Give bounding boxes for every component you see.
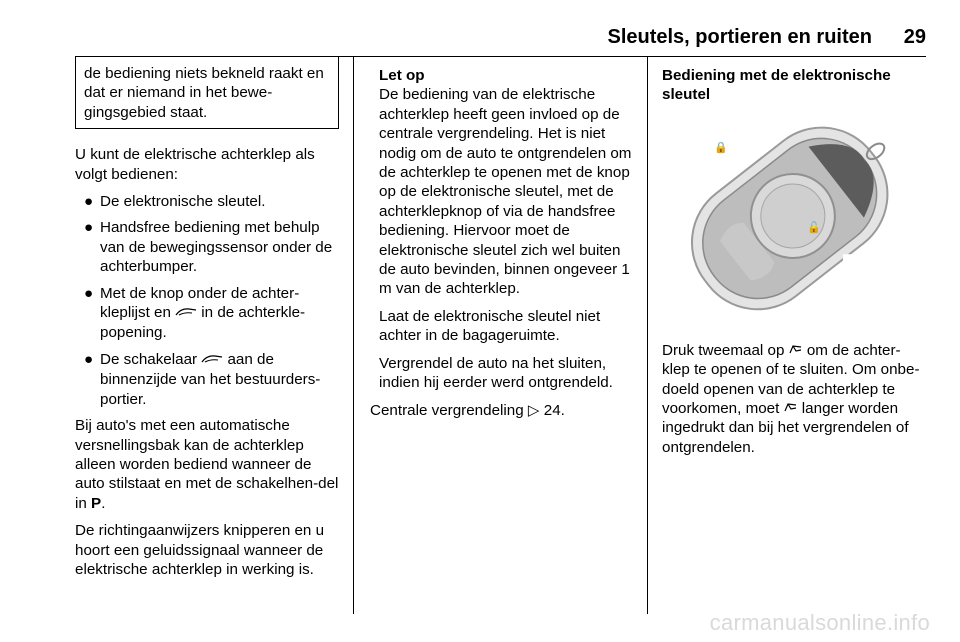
tailgate-button-icon: ⛟	[842, 251, 859, 267]
signal-text: De richtingaanwijzers knipperen en u hoort een geluidssignaal wanneer de elektrische achterklep in werking is.	[75, 522, 325, 578]
tailgate-icon	[175, 306, 201, 321]
bullet-list	[75, 192, 339, 409]
list-item	[75, 192, 339, 211]
list-item	[75, 218, 339, 276]
warning-text: de bediening niets bekneld raakt en dat er niemand in het bewe-gingsgebied staat.	[84, 65, 324, 121]
page-header-title: Sleutels, portieren en ruiten	[607, 26, 872, 48]
note-title: Let op	[379, 67, 425, 84]
list-item	[75, 350, 339, 409]
bullet-icon: ●	[84, 284, 94, 302]
tailgate-key-icon	[784, 400, 802, 417]
note-paragraph: Vergrendel de auto na het sluiten, indien hij eerder werd ontgrendeld.	[379, 354, 613, 392]
automatic-gearbox-text: Bij auto's met een automatische versnellingsbak kan de achterklep alleen worden bediend wanneer de auto stilstaat en met de schakelhen-del in P.	[75, 417, 339, 512]
tailgate-key-icon	[789, 342, 807, 359]
watermark: carmanualsonline.info	[709, 610, 930, 635]
key-instruction-text: Druk tweemaal op om de achter-klep te openen of te sluiten. Om onbe-doeld openen van de achterklep te voorkomen, moet langer worden ingedrukt dan bij het vergrendelen of ontgrendelen.	[662, 341, 920, 456]
bullet-icon: ●	[84, 219, 94, 237]
intro-text: U kunt de elektrische achterklep als volgt bedienen:	[75, 146, 315, 183]
bullet-icon: ●	[84, 350, 94, 368]
page-number: 29	[903, 26, 926, 48]
column-3	[662, 66, 926, 465]
section-heading: Bediening met de elektronische sleutel	[662, 67, 891, 104]
note-block	[370, 66, 634, 393]
cross-reference[interactable]: Centrale vergrendeling ▷ 24.	[370, 401, 565, 419]
list-item-text: De elektronische sleutel.	[100, 193, 266, 211]
note-body: De bediening van de elektrische achterklep heeft geen invloed op de centrale vergrendeling. Het is niet nodig om de auto te ontgrendelen om de achterklep te openen met de knop op de elektronische sleutel, met de achterklepknop of via de handsfree bediening. Hiervoor moet de elektronische sleutel zich wel buiten de auto bevinden, binnen ongeveer 1 m van de achterklep.	[379, 86, 632, 298]
list-item-text: De schakelaar	[100, 350, 202, 368]
list-item	[75, 284, 339, 343]
list-item-text: in de achterkle-popening.	[100, 304, 306, 342]
gear-position-p: P	[91, 494, 102, 512]
warning-box	[75, 56, 339, 129]
reference-arrow-icon: ▷	[527, 401, 540, 419]
list-item-text: aan de binnenzijde van het bestuurders-portier.	[100, 350, 321, 408]
list-item-text: Handsfree bediening met behulp van de bewegingssensor onder de achterbumper.	[100, 219, 333, 276]
electronic-key-illustration	[662, 113, 920, 325]
tailgate-icon	[201, 353, 227, 368]
column-1	[75, 56, 339, 587]
bullet-icon: ●	[84, 193, 94, 211]
column-divider-1	[353, 56, 354, 614]
column-divider-2	[647, 56, 648, 614]
list-item-text: Met de knop onder de achter-kleplijst en	[100, 284, 300, 322]
unlock-icon: 🔓	[807, 220, 821, 234]
column-2	[370, 66, 634, 428]
lock-icon: 🔒	[714, 140, 728, 154]
note-paragraph: Laat de elektronische sleutel niet achter in de bagageruimte.	[379, 307, 601, 345]
